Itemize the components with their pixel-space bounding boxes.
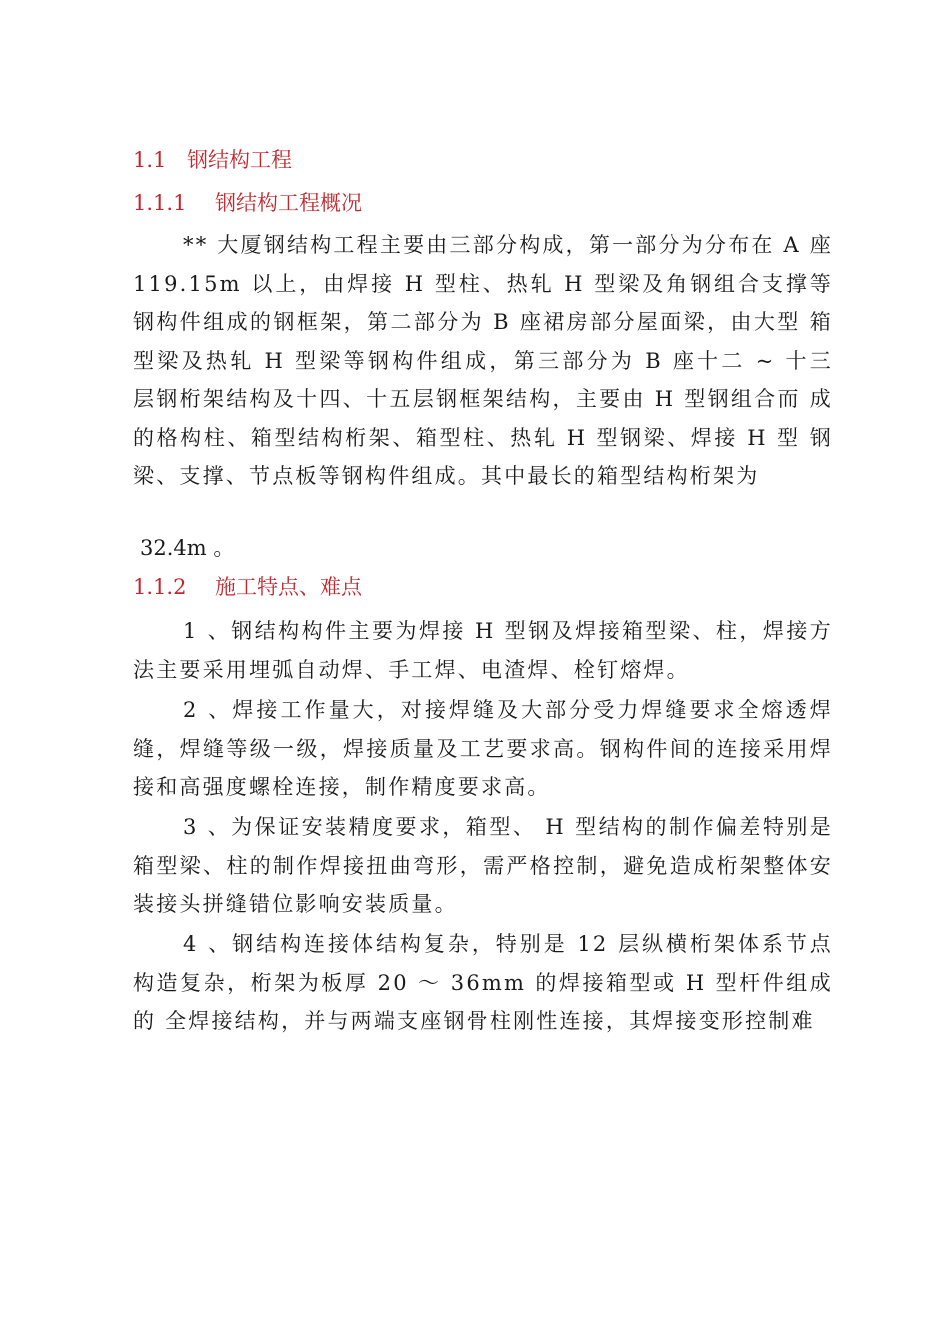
heading-number: 1.1.2 [133,575,187,599]
feature-paragraph-2: 2 、焊接工作量大，对接焊缝及大部分受力焊缝要求全熔透焊缝，焊缝等级一级，焊接质量及工艺要求高。钢构件间的连接采用焊接和高强度螺栓连接，制作精度要求高。 [133,698,833,799]
feature-paragraph-4: 4 、钢结构连接体结构复杂，特别是 12 层纵横桁架体系节点构造复杂，桁架为板厚 20 ～ 36mm 的焊接箱型或 H 型杆件组成的 全焊接结构，并与两端支座钢骨柱刚性连接，其焊接变形控制难 [133,932,833,1033]
heading-1-1-2 [133,577,362,598]
heading-number: 1.1.1 [133,191,187,215]
overview-tail: 32.4m 。 [140,536,235,560]
feature-paragraph-1: 1 、钢结构构件主要为焊接 H 型钢及焊接箱型梁、柱，焊接方法主要采用埋弧自动焊、手工焊、电渣焊、栓钉熔焊。 [133,619,833,682]
overview-paragraph: ** 大厦钢结构工程主要由三部分构成，第一部分为分布在 A 座 119.15m 以上，由焊接 H 型柱、热轧 H 型梁及角钢组合支撑等 钢构件组成的钢框架，第二部分为 B 座裙房部分屋面梁，由大型 箱型梁及热轧 H 型梁等钢构件组成，第三部分为 B 座十二 ~ 十三 层钢桁架结构及十四、十五层钢框架结构，主要由 H 型钢组合而 成的格构柱、箱型结构桁架、箱型柱、热轧 H 型钢梁、焊接 H 型 钢梁、支撑、节点板等钢构件组成。其中最长的箱型结构桁架为 [133,233,833,488]
heading-1-1-1 [133,193,362,214]
feature-paragraph-3: 3 、为保证安装精度要求，箱型、 H 型结构的制作偏差特别是箱型梁、柱的制作焊接扭曲弯形，需严格控制，避免造成桁架整体安装接头拼缝错位影响安装质量。 [133,815,833,916]
heading-number: 1.1 [133,148,167,172]
heading-text: 钢结构工程 [187,148,292,172]
heading-1-1 [133,150,292,171]
heading-text: 施工特点、难点 [215,575,362,599]
heading-text: 钢结构工程概况 [215,191,362,215]
